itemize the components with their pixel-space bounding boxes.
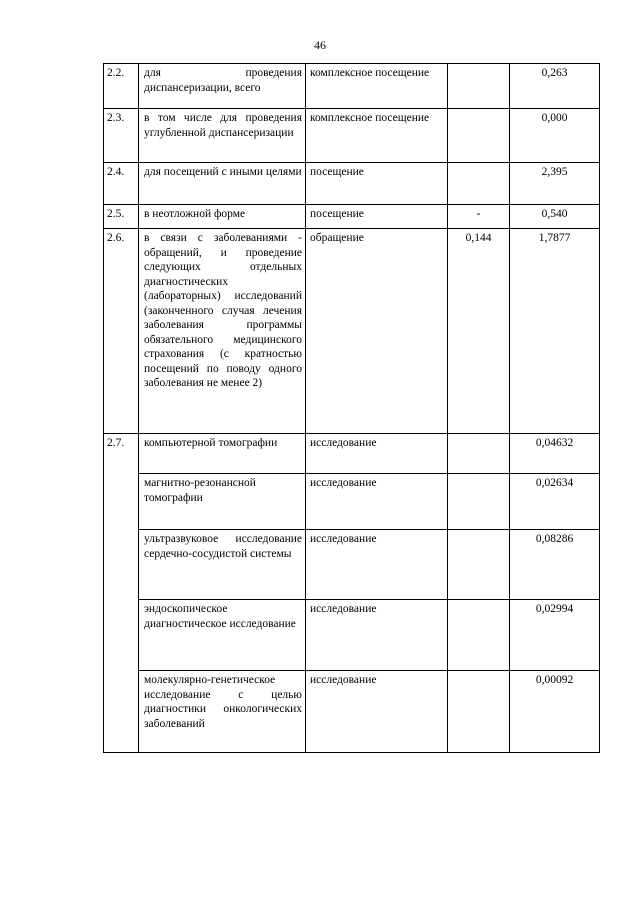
row-value-2: 1,7877 [510,229,600,434]
row-value-1 [448,434,510,474]
row-description: компьютерной томографии [139,434,306,474]
row-value-2: 0,540 [510,205,600,229]
row-value-2: 0,04632 [510,434,600,474]
row-description: для проведения диспансеризации, всего [139,64,306,109]
row-value-1 [448,64,510,109]
table-row [104,600,600,671]
row-number: 2.6. [104,229,139,434]
table-row [104,530,600,600]
row-description: магнитно-резонансной томографии [139,474,306,530]
row-description: в связи с заболеваниями - обращений, и проведение следующих отдельных диагностических (лабораторных) исследований (законченного случая лечения заболевания программы обязательного медицинского страхования (с кратностью посещений по поводу одного заболевания не менее 2) [139,229,306,434]
row-description: молекулярно-генетическое исследование с целью диагностики онкологических заболеваний [139,671,306,753]
row-value-2: 0,08286 [510,530,600,600]
row-unit: исследование [306,474,448,530]
row-description: для посещений с иными целями [139,163,306,205]
row-description: в неотложной форме [139,205,306,229]
row-unit: исследование [306,671,448,753]
row-value-1 [448,671,510,753]
row-description: эндоскопическое диагностическое исследование [139,600,306,671]
row-unit: исследование [306,600,448,671]
row-value-1 [448,474,510,530]
row-value-2: 0,00092 [510,671,600,753]
row-value-2: 0,000 [510,109,600,163]
table-row [104,109,600,163]
row-value-1 [448,600,510,671]
row-number: 2.2. [104,64,139,109]
row-value-2: 0,263 [510,64,600,109]
row-unit: посещение [306,163,448,205]
row-number: 2.5. [104,205,139,229]
table-row [104,205,600,229]
row-unit: обращение [306,229,448,434]
row-unit: исследование [306,434,448,474]
data-table [103,63,600,753]
row-value-2: 0,02634 [510,474,600,530]
table-row [104,229,600,434]
row-value-1 [448,109,510,163]
table-row [104,671,600,753]
row-unit: исследование [306,530,448,600]
row-value-2: 0,02994 [510,600,600,671]
row-number: 2.4. [104,163,139,205]
row-value-1: 0,144 [448,229,510,434]
row-description: в том числе для проведения углубленной диспансеризации [139,109,306,163]
row-unit: комплексное посещение [306,64,448,109]
row-unit: комплексное посещение [306,109,448,163]
table-row [104,434,600,474]
table-row [104,474,600,530]
page-number: 46 [314,38,326,52]
row-number: 2.7. [104,434,139,753]
row-number: 2.3. [104,109,139,163]
table-row [104,64,600,109]
row-value-1 [448,530,510,600]
row-unit: посещение [306,205,448,229]
row-value-2: 2,395 [510,163,600,205]
row-value-1: - [448,205,510,229]
row-value-1 [448,163,510,205]
table-row [104,163,600,205]
row-description: ультразвуковое исследование сердечно-сосудистой системы [139,530,306,600]
